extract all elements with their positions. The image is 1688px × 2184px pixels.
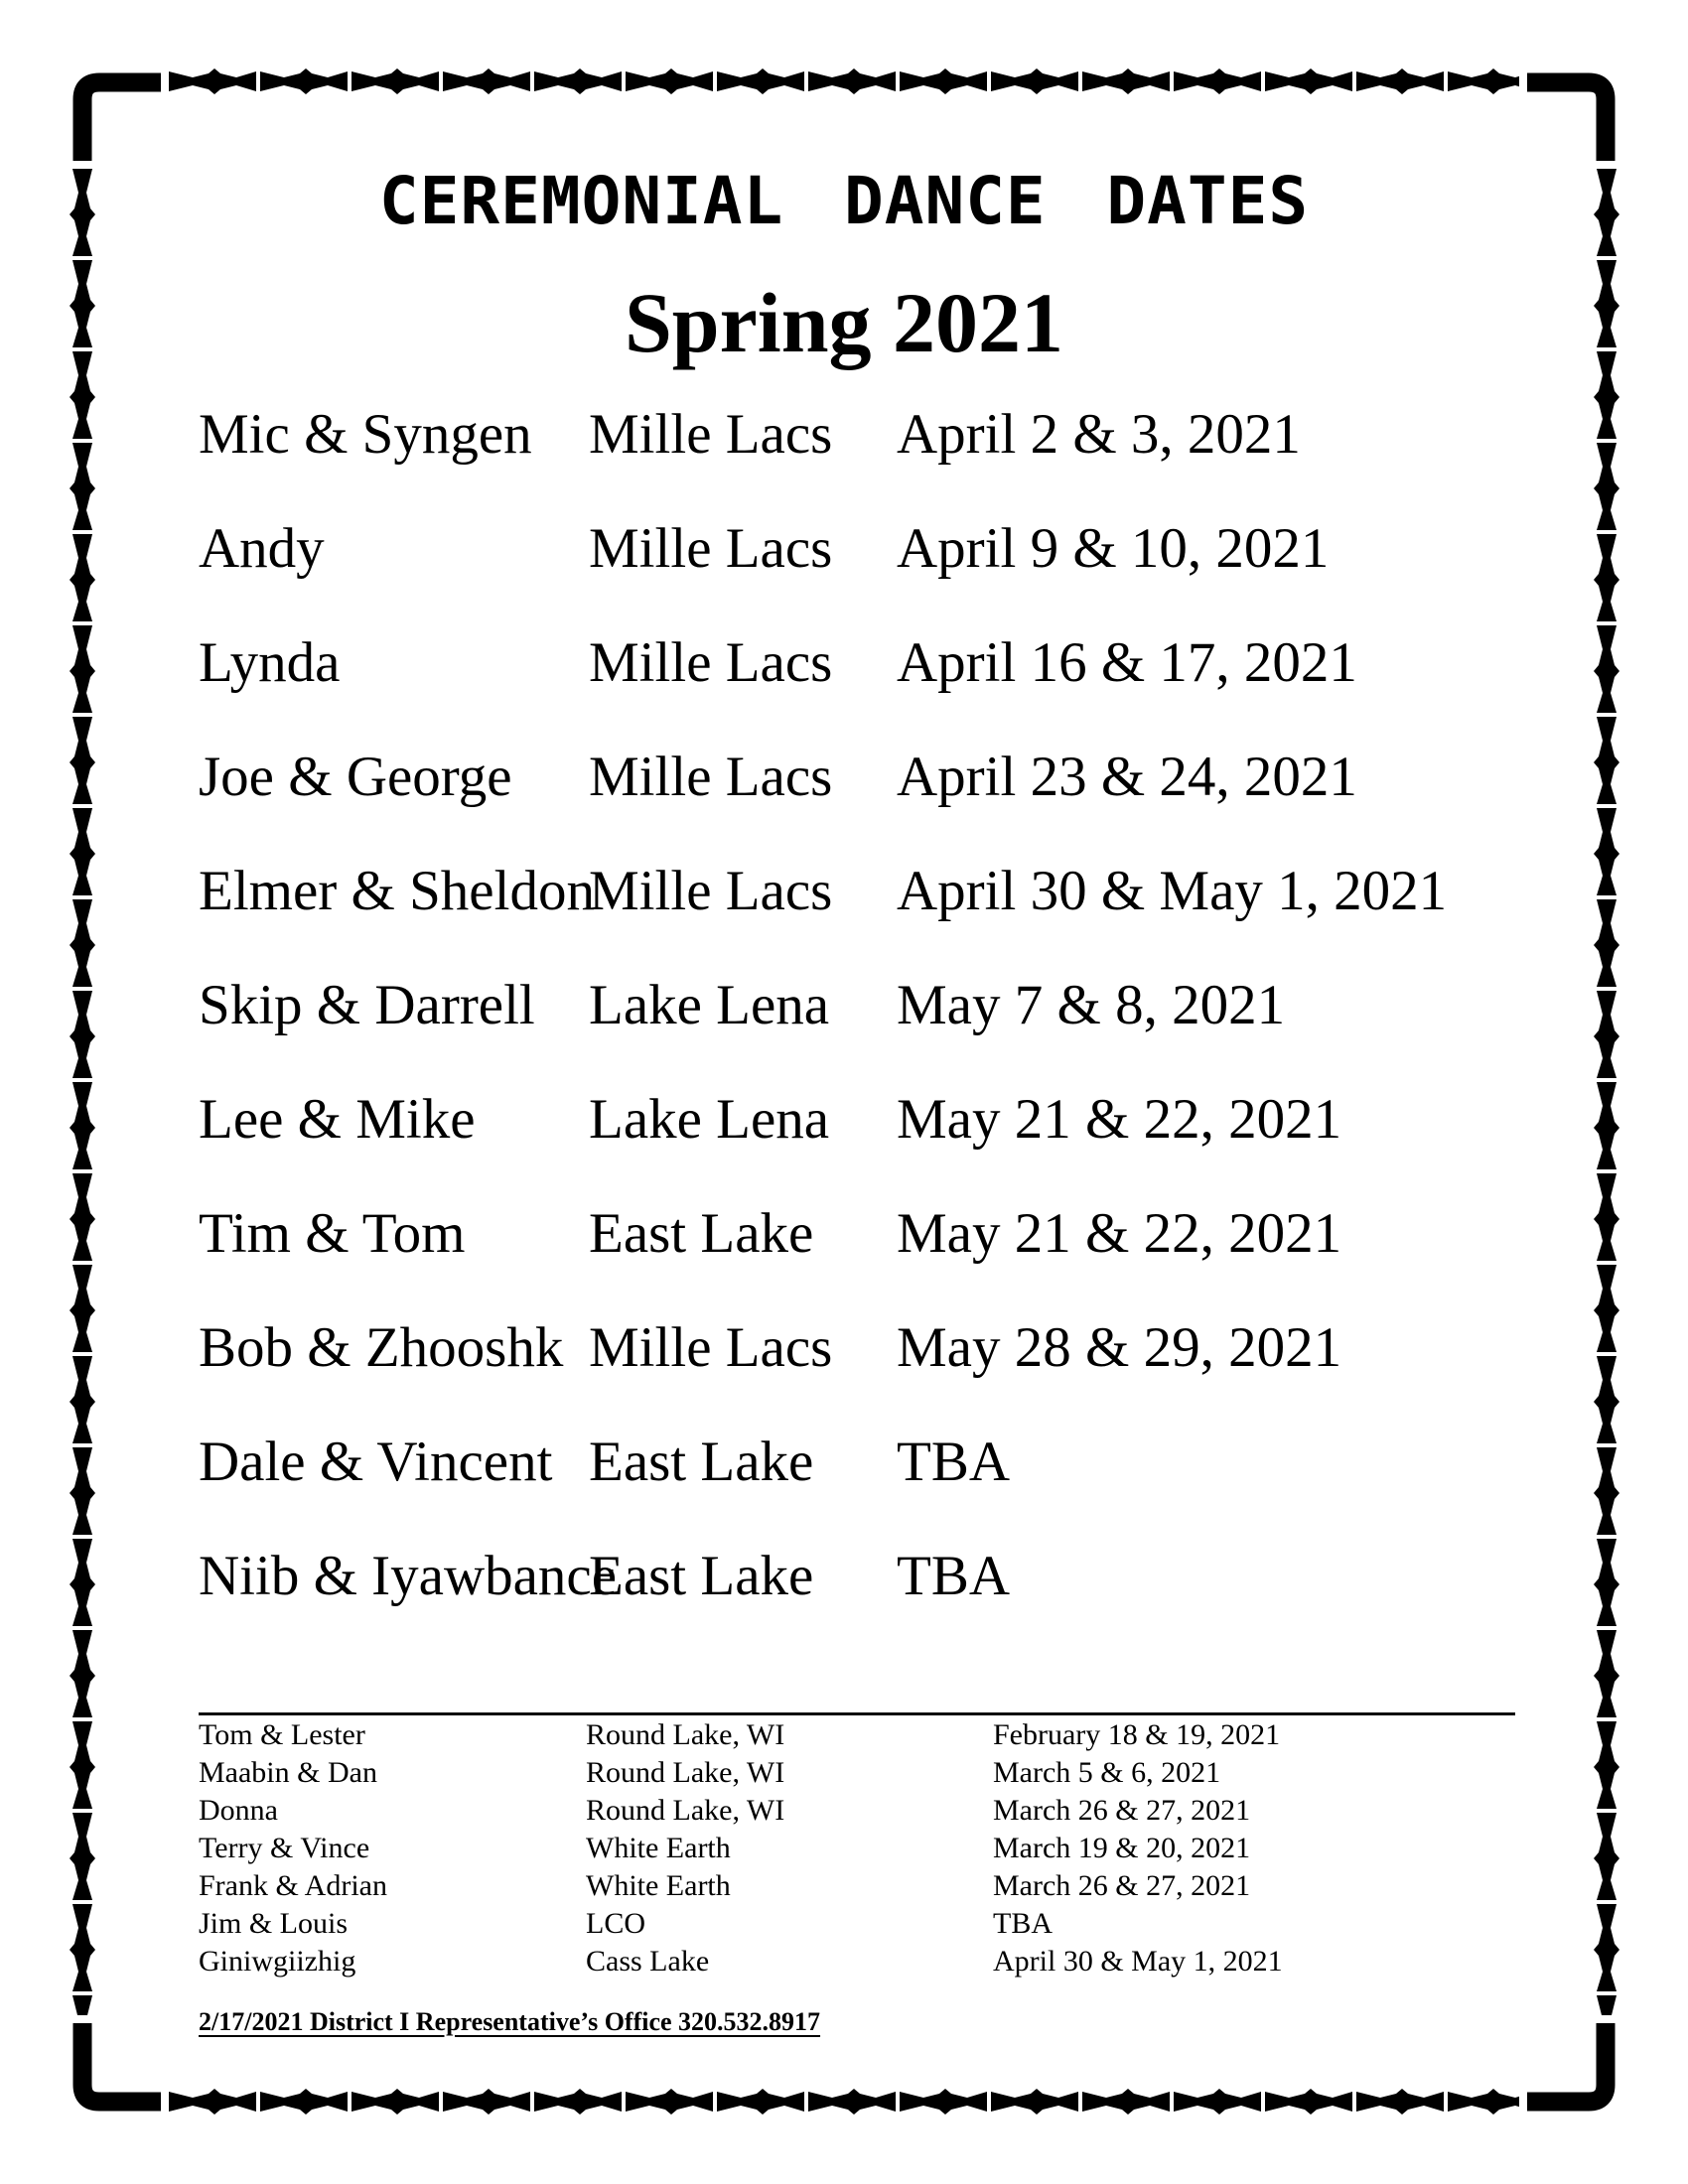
cell-name: Giniwgiizhig bbox=[199, 1945, 356, 1978]
secondary-schedule bbox=[199, 1716, 1519, 1980]
schedule-row bbox=[199, 948, 1519, 1062]
cell-name: Terry & Vince bbox=[199, 1832, 370, 1864]
schedule-row bbox=[199, 1754, 1519, 1792]
cell-date: March 5 & 6, 2021 bbox=[993, 1756, 1221, 1789]
cell-date: April 23 & 24, 2021 bbox=[897, 746, 1357, 808]
page-subtitle: Spring 2021 bbox=[624, 275, 1064, 370]
cell-name: Andy bbox=[199, 517, 325, 580]
cell-name: Bob & Zhooshk bbox=[199, 1316, 564, 1379]
cell-date: April 16 & 17, 2021 bbox=[897, 631, 1357, 694]
cell-name: Lee & Mike bbox=[199, 1088, 476, 1151]
schedule-row bbox=[199, 1291, 1519, 1405]
cell-location: Round Lake, WI bbox=[586, 1718, 785, 1751]
cell-date: TBA bbox=[993, 1907, 1053, 1940]
cell-date: May 21 & 22, 2021 bbox=[897, 1202, 1342, 1265]
schedule-row bbox=[199, 1405, 1519, 1519]
cell-location: East Lake bbox=[589, 1545, 814, 1607]
cell-date: April 30 & May 1, 2021 bbox=[993, 1945, 1283, 1978]
cell-location: Lake Lena bbox=[589, 1088, 830, 1151]
cell-name: Joe & George bbox=[199, 746, 512, 808]
cell-date: March 19 & 20, 2021 bbox=[993, 1832, 1251, 1864]
schedule-row bbox=[199, 1792, 1519, 1830]
cell-location: Lake Lena bbox=[589, 974, 830, 1036]
cell-location: Cass Lake bbox=[586, 1945, 710, 1978]
cell-location: East Lake bbox=[589, 1202, 814, 1265]
cell-name: Donna bbox=[199, 1794, 278, 1827]
main-schedule bbox=[199, 377, 1519, 1633]
schedule-row bbox=[199, 1943, 1519, 1980]
page-title: CEREMONIAL DANCE DATES bbox=[378, 163, 1310, 239]
cell-date: May 7 & 8, 2021 bbox=[897, 974, 1286, 1036]
schedule-row bbox=[199, 720, 1519, 834]
cell-name: Niib & Iyawbance bbox=[199, 1545, 618, 1607]
cell-date: April 9 & 10, 2021 bbox=[897, 517, 1330, 580]
cell-name: Elmer & Sheldon bbox=[199, 860, 595, 922]
schedule-row bbox=[199, 1716, 1519, 1754]
cell-location: Mille Lacs bbox=[589, 403, 833, 466]
schedule-row bbox=[199, 491, 1519, 606]
cell-location: Round Lake, WI bbox=[586, 1794, 785, 1827]
schedule-row bbox=[199, 1062, 1519, 1176]
schedule-row bbox=[199, 1905, 1519, 1943]
cell-date: May 21 & 22, 2021 bbox=[897, 1088, 1342, 1151]
cell-location: LCO bbox=[586, 1907, 645, 1940]
cell-name: Skip & Darrell bbox=[199, 974, 535, 1036]
cell-date: March 26 & 27, 2021 bbox=[993, 1794, 1251, 1827]
cell-location: Mille Lacs bbox=[589, 631, 833, 694]
cell-date: May 28 & 29, 2021 bbox=[897, 1316, 1342, 1379]
cell-location: Mille Lacs bbox=[589, 746, 833, 808]
cell-date: February 18 & 19, 2021 bbox=[993, 1718, 1281, 1751]
cell-location: Mille Lacs bbox=[589, 1316, 833, 1379]
schedule-row bbox=[199, 377, 1519, 491]
schedule-row bbox=[199, 1867, 1519, 1905]
cell-name: Tim & Tom bbox=[199, 1202, 466, 1265]
cell-date: TBA bbox=[897, 1545, 1010, 1607]
cell-date: April 30 & May 1, 2021 bbox=[897, 860, 1448, 922]
cell-location: East Lake bbox=[589, 1431, 814, 1493]
schedule-row bbox=[199, 1830, 1519, 1867]
cell-location: Mille Lacs bbox=[589, 860, 833, 922]
cell-name: Dale & Vincent bbox=[199, 1431, 553, 1493]
cell-location: Mille Lacs bbox=[589, 517, 833, 580]
cell-date: March 26 & 27, 2021 bbox=[993, 1869, 1251, 1902]
cell-name: Frank & Adrian bbox=[199, 1869, 387, 1902]
cell-date: April 2 & 3, 2021 bbox=[897, 403, 1301, 466]
cell-location: White Earth bbox=[586, 1832, 731, 1864]
cell-name: Maabin & Dan bbox=[199, 1756, 377, 1789]
cell-location: Round Lake, WI bbox=[586, 1756, 785, 1789]
cell-name: Lynda bbox=[199, 631, 341, 694]
schedule-row bbox=[199, 1176, 1519, 1291]
cell-name: Jim & Louis bbox=[199, 1907, 349, 1940]
cell-name: Tom & Lester bbox=[199, 1718, 365, 1751]
schedule-row bbox=[199, 606, 1519, 720]
cell-date: TBA bbox=[897, 1431, 1010, 1493]
cell-name: Mic & Syngen bbox=[199, 403, 532, 466]
schedule-row bbox=[199, 1519, 1519, 1633]
footer-note: 2/17/2021 District I Representative’s Office 320.532.8917 bbox=[199, 2007, 821, 2036]
schedule-row bbox=[199, 834, 1519, 948]
cell-location: White Earth bbox=[586, 1869, 731, 1902]
section-divider bbox=[199, 1712, 1515, 1715]
